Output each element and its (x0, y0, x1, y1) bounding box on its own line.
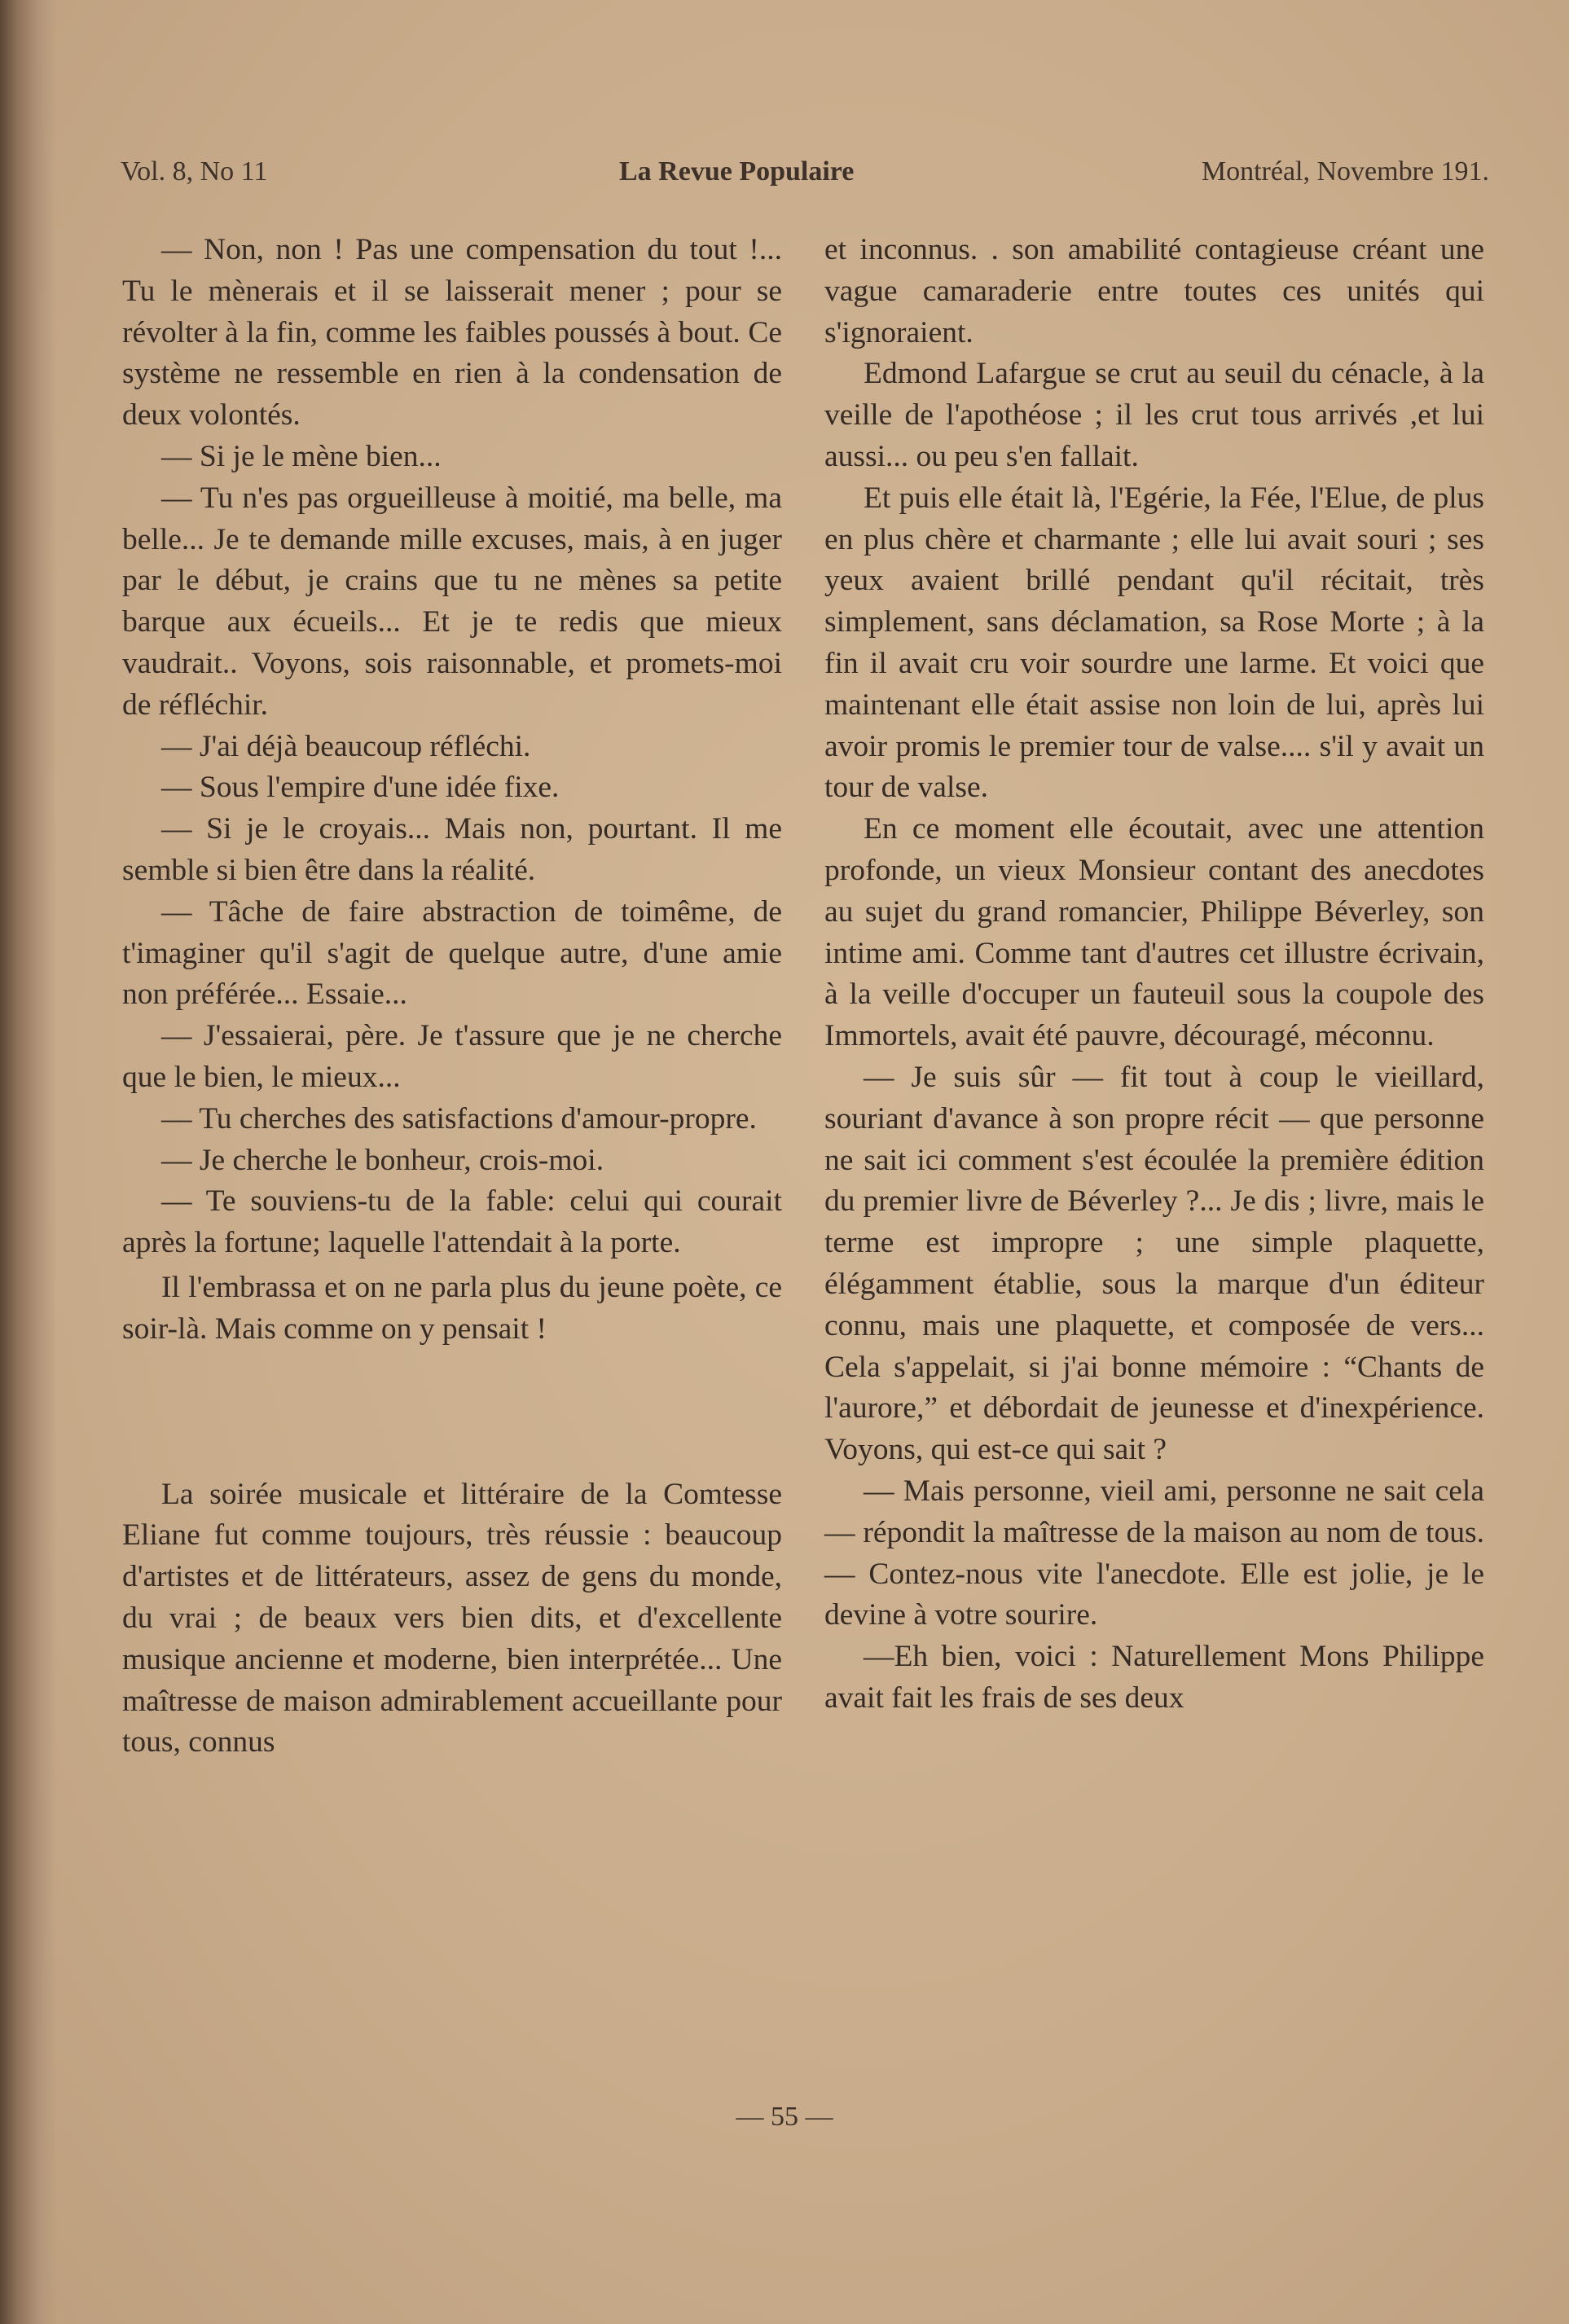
paragraph: — Tu n'es pas orgueilleuse à moitié, ma belle, ma belle... Je te demande mille excuses, mais, à en juger par le début, je crains que tu ne mènes sa petite barque aux écueils... Et je te redis que mieux vaudrait.. Voyons, sois raisonnable, et promets-moi de réfléchir. (122, 481, 782, 722)
paragraph: — Si je le croyais... Mais non, pourtant. Il me semble si bien être dans la réalité. (122, 812, 782, 887)
paragraph: — Te souviens-tu de la fable: celui qui courait après la fortune; laquelle l'attendait à la porte. (122, 1184, 782, 1260)
paragraph: Edmond Lafargue se crut au seuil du cénacle, à la veille de l'apothéose ; il les crut tous arrivés ,et lui aussi... ou peu s'en fallait. (824, 357, 1484, 473)
issue-date: Montréal, Novembre 191. (1201, 156, 1489, 187)
binding-shadow (0, 0, 57, 2324)
volume-number: Vol. 8, No 11 (121, 156, 268, 187)
paragraph: —Eh bien, voici : Naturellement Mons Philippe avait fait les frais de ses deux (824, 1640, 1484, 1715)
section-break (122, 1351, 782, 1474)
page-number: — 55 — (736, 2102, 833, 2132)
paragraph: Et puis elle était là, l'Egérie, la Fée, l'Elue, de plus en plus chère et charmante ; elle lui avait souri ; ses yeux avaient brillé pendant qu'il récitait, très simplement, sans déclamation, sa Rose Morte ; à la fin il avait cru voir sourdre une larme. Et voici que maintenant elle était assise non loin de lui, après lui avoir promis le premier tour de valse.... s'il y avait un tour de valse. (824, 481, 1484, 805)
paragraph: — J'essaierai, père. Je t'assure que je ne cherche que le bien, le mieux... (122, 1019, 782, 1094)
paragraph: — Sous l'empire d'une idée fixe. (161, 771, 560, 805)
running-header (121, 156, 1489, 197)
paragraph: — Mais personne, vieil ami, personne ne sait cela — répondit la maîtresse de la maison au nom de tous. — Contez-nous vite l'anecdote. Elle est jolie, je le devine à votre sourire. (824, 1474, 1484, 1632)
paragraph: — Je suis sûr — fit tout à coup le vieillard, souriant d'avance à son propre récit — que personne ne sait ici comment s'est écoulée la première édition du premier livre de Béverley ?... Je dis ; livre, mais le terme est impropre ; une simple plaquette, élégamment établie, sous la marque d'un éditeur connu, mais une plaquette, et composée de vers... Cela s'appelait, si j'ai bonne mémoire : “Chants de l'aurore,” et débordait de jeunesse et d'inexpérience. Voyons, qui est-ce qui sait ? (824, 1060, 1484, 1467)
left-column (122, 230, 782, 1764)
paragraph: — Si je le mène bien... (161, 439, 442, 473)
continuation-paragraph: et inconnus. . son amabilité contagieuse créant une vague camaraderie entre toutes ces unités qui s'ignoraient. (824, 233, 1484, 349)
section-paragraph: La soirée musicale et littéraire de la Comtesse Eliane fut comme toujours, très réussie : beaucoup d'artistes et de littérateurs, assez de gens du monde, du vrai ; de beaux vers bien dits, et d'excellente musique ancienne et moderne, bien interprétée... Une maîtresse de maison admirablement accueillante pour tous, connus (122, 1477, 782, 1759)
paragraph: En ce moment elle écoutait, avec une attention profonde, un vieux Monsieur contant des anecdotes au sujet du grand romancier, Philippe Béverley, son intime ami. Comme tant d'autres cet illustre écrivain, à la veille d'occuper un fauteuil sous la coupole des Immortels, avait été pauvre, découragé, méconnu. (824, 812, 1484, 1053)
paragraph: — Je cherche le bonheur, crois-moi. (161, 1143, 604, 1177)
paragraph: — J'ai déjà beaucoup réfléchi. (161, 729, 531, 763)
paragraph: — Non, non ! Pas une compensation du tout !... Tu le mènerais et il se laisserait mener ; pour se révolter à la fin, comme les faibles poussés à bout. Ce système ne ressemble en rien à la condensation de deux volontés. (122, 233, 782, 433)
right-column (824, 230, 1484, 1720)
paragraph: Il l'embrassa et on ne parla plus du jeune poète, ce soir-là. Mais comme on y pensait ! (122, 1270, 782, 1346)
publication-title: La Revue Populaire (619, 156, 855, 187)
paragraph: — Tâche de faire abstraction de toimême, de t'imaginer qu'il s'agit de quelque autre, d'une amie non préférée... Essaie... (122, 894, 782, 1012)
paragraph: — Tu cherches des satisfactions d'amour-propre. (161, 1101, 757, 1136)
